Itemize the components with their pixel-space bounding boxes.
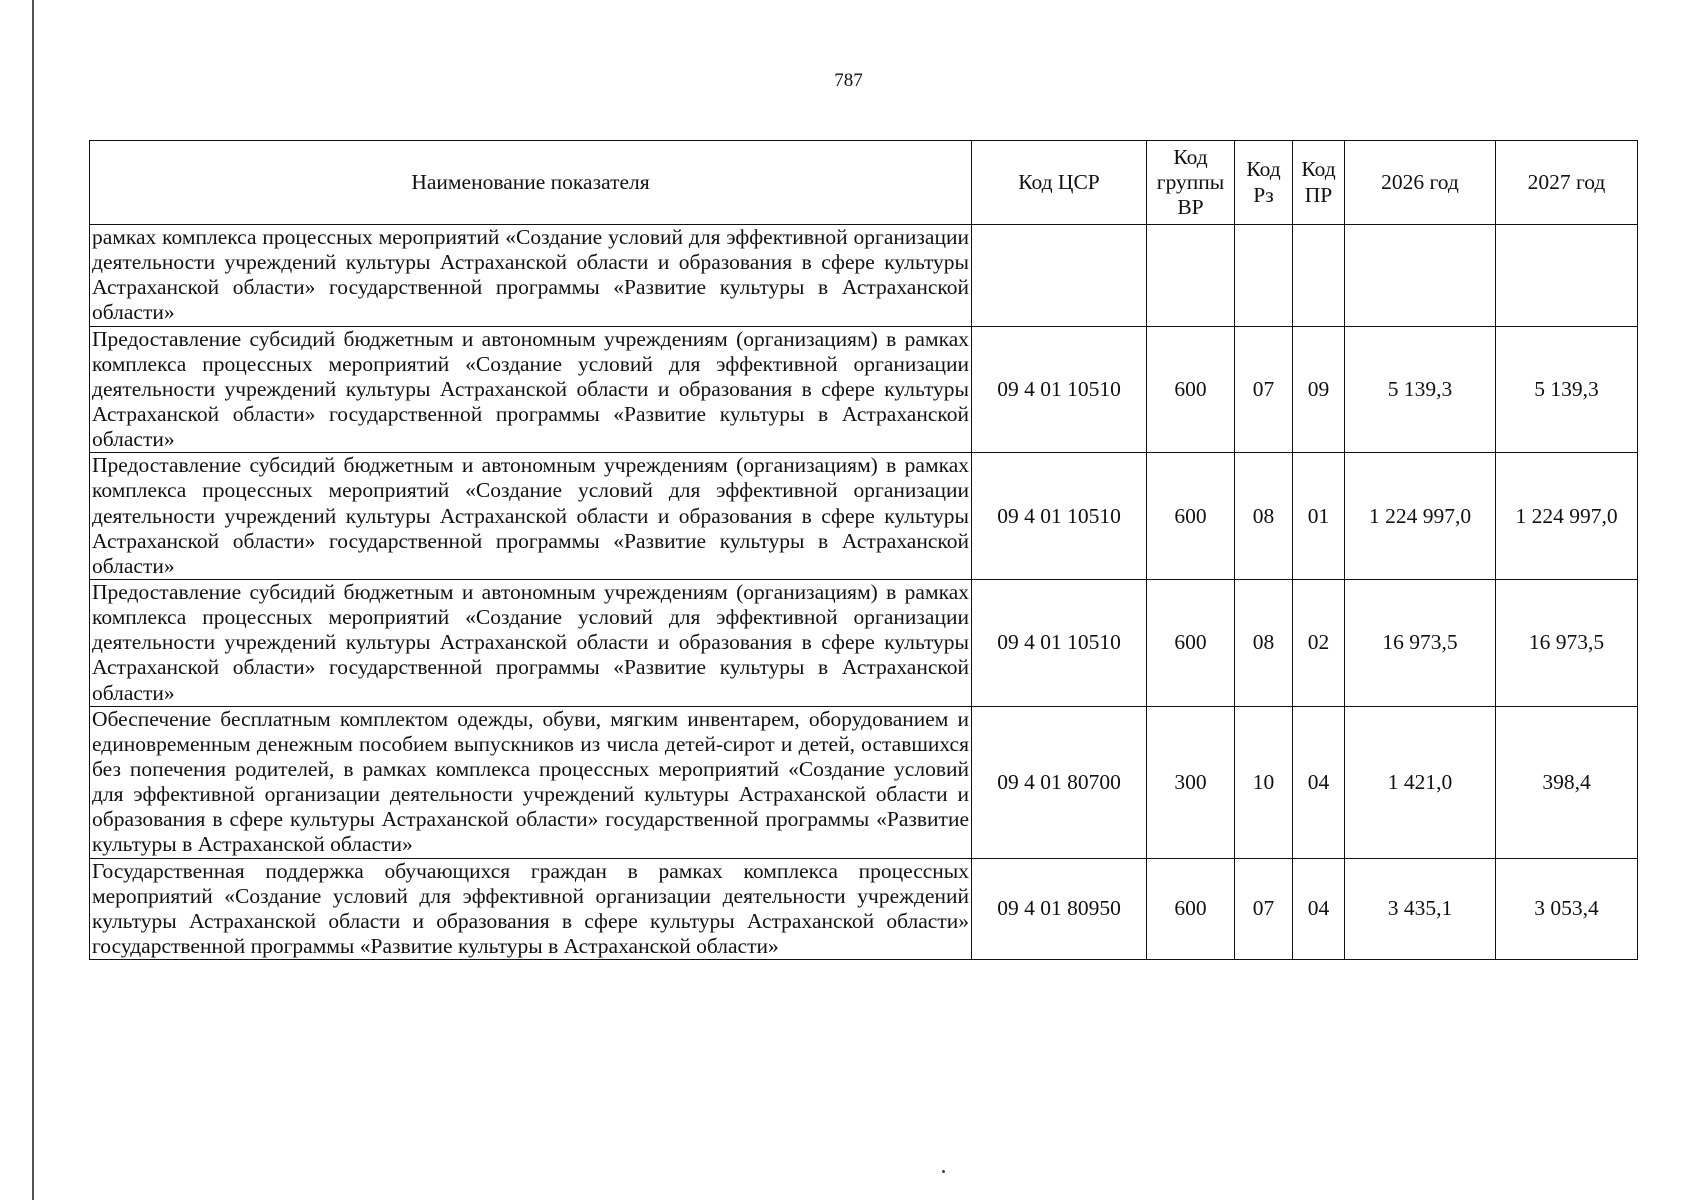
row-2026 bbox=[1345, 225, 1496, 327]
row-name: Предоставление субсидий бюджетным и автономным учреждениям (организациям) в рамках комплекса процессных мероприятий «Создание условий для эффективной организации деятельности учреждений культуры Астраханской области и образования в сфере культуры Астраханской области» государственной программы «Развитие культуры в Астраханской области» bbox=[90, 453, 972, 580]
row-name: Предоставление субсидий бюджетным и автономным учреждениям (организациям) в рамках комплекса процессных мероприятий «Создание условий для эффективной организации деятельности учреждений культуры Астраханской области и образования в сфере культуры Астраханской области» государственной программы «Развитие культуры в Астраханской области» bbox=[90, 326, 972, 453]
row-vr: 600 bbox=[1147, 326, 1235, 453]
scan-speck bbox=[942, 1170, 945, 1173]
row-rz: 07 bbox=[1235, 326, 1293, 453]
page-number: 787 bbox=[834, 70, 863, 91]
header-rz-line1: Код bbox=[1246, 157, 1281, 182]
table-row bbox=[90, 326, 1638, 453]
row-2026: 1 421,0 bbox=[1345, 706, 1496, 858]
row-csr bbox=[972, 225, 1147, 327]
header-csr: Код ЦСР bbox=[972, 141, 1147, 225]
header-year-2026: 2026 год bbox=[1345, 141, 1496, 225]
table-row bbox=[90, 579, 1638, 706]
row-pr: 09 bbox=[1293, 326, 1345, 453]
row-pr: 04 bbox=[1293, 706, 1345, 858]
row-2027: 16 973,5 bbox=[1496, 579, 1638, 706]
scan-edge-line bbox=[32, 0, 34, 1200]
header-vr-line2: группы bbox=[1156, 169, 1225, 194]
row-2026: 5 139,3 bbox=[1345, 326, 1496, 453]
header-rz-line2: Рз bbox=[1253, 182, 1274, 207]
header-pr-line2: ПР bbox=[1304, 182, 1333, 207]
row-2026: 16 973,5 bbox=[1345, 579, 1496, 706]
header-year-2027: 2027 год bbox=[1496, 141, 1638, 225]
header-pr-line1: Код bbox=[1301, 157, 1336, 182]
row-2027: 1 224 997,0 bbox=[1496, 453, 1638, 580]
table-row bbox=[90, 453, 1638, 580]
header-name: Наименование показателя bbox=[90, 141, 972, 225]
row-vr bbox=[1147, 225, 1235, 327]
header-vr-line3: ВР bbox=[1177, 195, 1204, 220]
row-name: рамках комплекса процессных мероприятий «Создание условий для эффективной организации деятельности учреждений культуры Астраханской области и образования в сфере культуры Астраханской области» государственной программы «Развитие культуры в Астраханской области» bbox=[90, 225, 972, 327]
table-header-row bbox=[90, 141, 1638, 225]
row-2027 bbox=[1496, 225, 1638, 327]
row-2027: 3 053,4 bbox=[1496, 858, 1638, 960]
row-rz: 10 bbox=[1235, 706, 1293, 858]
row-vr: 600 bbox=[1147, 453, 1235, 580]
row-2027: 5 139,3 bbox=[1496, 326, 1638, 453]
row-rz bbox=[1235, 225, 1293, 327]
header-vr bbox=[1147, 141, 1235, 225]
header-pr bbox=[1293, 141, 1345, 225]
row-vr: 300 bbox=[1147, 706, 1235, 858]
row-vr: 600 bbox=[1147, 858, 1235, 960]
row-pr bbox=[1293, 225, 1345, 327]
row-csr: 09 4 01 10510 bbox=[972, 453, 1147, 580]
row-rz: 07 bbox=[1235, 858, 1293, 960]
row-pr: 02 bbox=[1293, 579, 1345, 706]
row-name: Государственная поддержка обучающихся граждан в рамках комплекса процессных мероприятий «Создание условий для эффективной организации деятельности учреждений культуры Астраханской области и образования в сфере культуры Астраханской области» государственной программы «Развитие культуры в Астраханской области» bbox=[90, 858, 972, 960]
table-row bbox=[90, 706, 1638, 858]
header-rz bbox=[1235, 141, 1293, 225]
row-csr: 09 4 01 10510 bbox=[972, 579, 1147, 706]
row-name: Предоставление субсидий бюджетным и автономным учреждениям (организациям) в рамках комплекса процессных мероприятий «Создание условий для эффективной организации деятельности учреждений культуры Астраханской области и образования в сфере культуры Астраханской области» государственной программы «Развитие культуры в Астраханской области» bbox=[90, 579, 972, 706]
row-2026: 1 224 997,0 bbox=[1345, 453, 1496, 580]
row-2027: 398,4 bbox=[1496, 706, 1638, 858]
table-row bbox=[90, 225, 1638, 327]
budget-table bbox=[89, 140, 1638, 960]
header-vr-line1: Код bbox=[1173, 144, 1208, 169]
row-csr: 09 4 01 80950 bbox=[972, 858, 1147, 960]
table-row bbox=[90, 858, 1638, 960]
row-name: Обеспечение бесплатным комплектом одежды, обуви, мягким инвентарем, оборудованием и единовременным денежным пособием выпускников из числа детей-сирот и детей, оставшихся без попечения родителей, в рамках комплекса процессных мероприятий «Создание условий для эффективной организации деятельности учреждений культуры Астраханской области и образования в сфере культуры Астраханской области» государственной программы «Развитие культуры в Астраханской области» bbox=[90, 706, 972, 858]
row-vr: 600 bbox=[1147, 579, 1235, 706]
row-rz: 08 bbox=[1235, 579, 1293, 706]
row-pr: 04 bbox=[1293, 858, 1345, 960]
row-rz: 08 bbox=[1235, 453, 1293, 580]
row-pr: 01 bbox=[1293, 453, 1345, 580]
row-csr: 09 4 01 10510 bbox=[972, 326, 1147, 453]
row-2026: 3 435,1 bbox=[1345, 858, 1496, 960]
row-csr: 09 4 01 80700 bbox=[972, 706, 1147, 858]
